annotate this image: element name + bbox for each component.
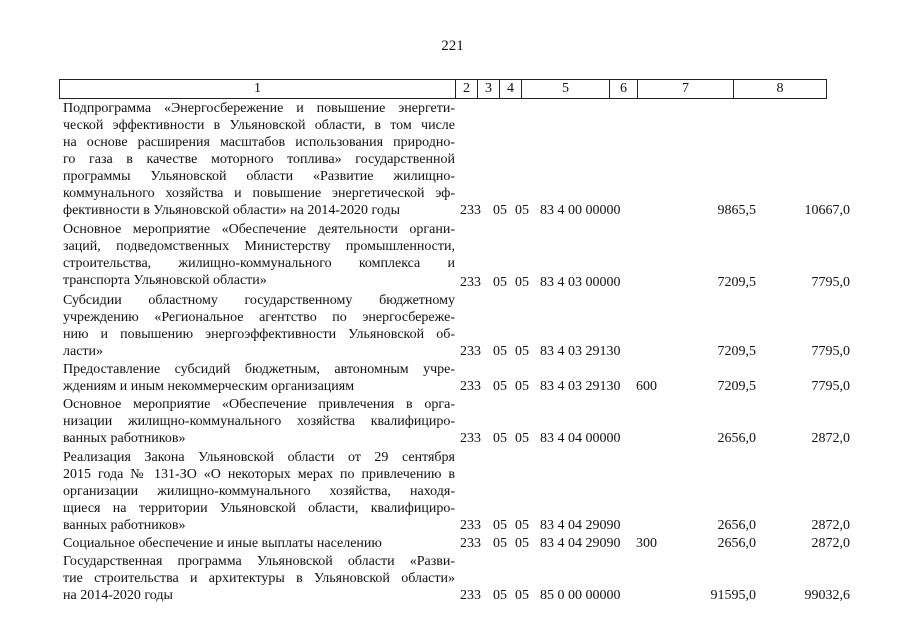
row-line: Государственная программа Ульяновской области «Разви-	[63, 554, 455, 569]
cell-target-article: 85 0 00 00000	[540, 588, 621, 603]
row-line: нию и повышению энергоэффективности Ульяновской об-	[63, 327, 455, 342]
page-number: 221	[441, 38, 464, 54]
cell-subsection: 05	[515, 344, 529, 359]
cell-amount-2: 7795,0	[811, 344, 850, 359]
header-col-3: 3	[477, 80, 499, 98]
row-line: Основное мероприятие «Обеспечение деятельности органи-	[63, 222, 455, 237]
cell-target-article: 83 4 03 00000	[540, 275, 621, 290]
cell-subsection: 05	[515, 518, 529, 533]
row-line: го газа в качестве моторного топлива» государственной	[63, 152, 455, 167]
cell-admin-code: 233	[460, 588, 481, 603]
cell-admin-code: 233	[460, 379, 481, 394]
cell-target-article: 83 4 03 29130	[540, 344, 621, 359]
row-line: Основное мероприятие «Обеспечение привлечения в орга-	[63, 397, 455, 412]
cell-subsection: 05	[515, 431, 529, 446]
row-description	[63, 221, 455, 289]
header-col-5: 5	[521, 80, 609, 98]
cell-section: 05	[493, 431, 507, 446]
cell-target-article: 83 4 03 29130	[540, 379, 621, 394]
cell-section: 05	[493, 518, 507, 533]
row-line: коммунального хозяйства и повышение энергетической эф-	[63, 186, 455, 201]
row-line: программы Ульяновской области «Развитие жилищно-	[63, 169, 455, 184]
cell-admin-code: 233	[460, 536, 481, 551]
header-col-2: 2	[455, 80, 477, 98]
row-line: транспорта Ульяновской области»	[63, 273, 267, 288]
row-line: ванных работников»	[63, 518, 186, 533]
cell-target-article: 83 4 04 29090	[540, 518, 621, 533]
cell-amount-1: 2656,0	[717, 536, 756, 551]
row-line: учреждению «Региональное агентство по энергосбереже-	[63, 310, 455, 325]
cell-amount-2: 10667,0	[804, 203, 850, 218]
row-line: фективности в Ульяновской области» на 2014-2020 годы	[63, 203, 401, 218]
cell-amount-2: 7795,0	[811, 379, 850, 394]
row-line: на 2014-2020 годы	[63, 588, 173, 603]
cell-amount-2: 7795,0	[811, 275, 850, 290]
cell-section: 05	[493, 536, 507, 551]
cell-amount-2: 2872,0	[811, 536, 850, 551]
cell-subsection: 05	[515, 588, 529, 603]
row-line: ждениям и иным некоммерческим организациям	[63, 379, 355, 394]
row-description	[63, 100, 455, 219]
cell-subsection: 05	[515, 275, 529, 290]
row-line: Подпрограмма «Энергосбережение и повышение энергети-	[63, 101, 455, 116]
row-line: ванных работников»	[63, 431, 186, 446]
row-line: низации жилищно-коммунального хозяйства квалифициро-	[63, 414, 455, 429]
cell-admin-code: 233	[460, 344, 481, 359]
cell-target-article: 83 4 04 29090	[540, 536, 621, 551]
cell-amount-2: 2872,0	[811, 518, 850, 533]
cell-section: 05	[493, 275, 507, 290]
cell-amount-1: 7209,5	[717, 344, 756, 359]
table-header	[59, 79, 827, 99]
cell-section: 05	[493, 379, 507, 394]
row-line: Субсидии областному государственному бюджетному	[63, 293, 455, 308]
row-line: тие строительства и архитектуры в Ульяновской области»	[63, 571, 455, 586]
header-col-7: 7	[637, 80, 733, 98]
cell-subsection: 05	[515, 379, 529, 394]
row-line: строительства, жилищно-коммунального комплекса и	[63, 256, 455, 271]
row-line: на основе расширения масштабов использования природно-	[63, 135, 455, 150]
header-col-4: 4	[499, 80, 521, 98]
cell-section: 05	[493, 344, 507, 359]
cell-amount-1: 7209,5	[717, 275, 756, 290]
row-line: щиеся на территории Ульяновской области, квалифициро-	[63, 501, 455, 516]
row-line: ласти»	[63, 344, 104, 359]
row-description	[63, 292, 455, 360]
row-line: ческой эффективности в Ульяновской области, в том числе	[63, 118, 455, 133]
header-col-6: 6	[609, 80, 637, 98]
row-line: Реализация Закона Ульяновской области от 29 сентября	[63, 450, 455, 465]
row-line: организации жилищно-коммунального хозяйства, находя-	[63, 484, 455, 499]
cell-admin-code: 233	[460, 275, 481, 290]
cell-amount-1: 9865,5	[717, 203, 756, 218]
row-description	[63, 396, 455, 447]
row-description	[63, 361, 455, 395]
cell-target-article: 83 4 00 00000	[540, 203, 621, 218]
row-description	[63, 535, 455, 552]
row-line: 2015 года № 131-ЗО «О некоторых мерах по привлечению в	[63, 467, 455, 482]
row-line: заций, подведомственных Министерству промышленности,	[63, 239, 455, 254]
cell-expense-type: 600	[636, 379, 657, 394]
cell-amount-1: 91595,0	[710, 588, 756, 603]
cell-subsection: 05	[515, 536, 529, 551]
cell-admin-code: 233	[460, 203, 481, 218]
row-line: Предоставление субсидий бюджетным, автономным учре-	[63, 362, 455, 377]
cell-admin-code: 233	[460, 431, 481, 446]
row-description	[63, 553, 455, 604]
cell-amount-2: 99032,6	[804, 588, 850, 603]
cell-expense-type: 300	[636, 536, 657, 551]
cell-amount-1: 2656,0	[717, 518, 756, 533]
cell-admin-code: 233	[460, 518, 481, 533]
header-col-1: 1	[254, 81, 261, 96]
cell-subsection: 05	[515, 203, 529, 218]
cell-amount-2: 2872,0	[811, 431, 850, 446]
header-col-8: 8	[733, 80, 826, 98]
row-description	[63, 449, 455, 534]
cell-amount-1: 2656,0	[717, 431, 756, 446]
cell-target-article: 83 4 04 00000	[540, 431, 621, 446]
cell-section: 05	[493, 588, 507, 603]
cell-amount-1: 7209,5	[717, 379, 756, 394]
row-line: Социальное обеспечение и иные выплаты населению	[63, 536, 382, 551]
cell-section: 05	[493, 203, 507, 218]
